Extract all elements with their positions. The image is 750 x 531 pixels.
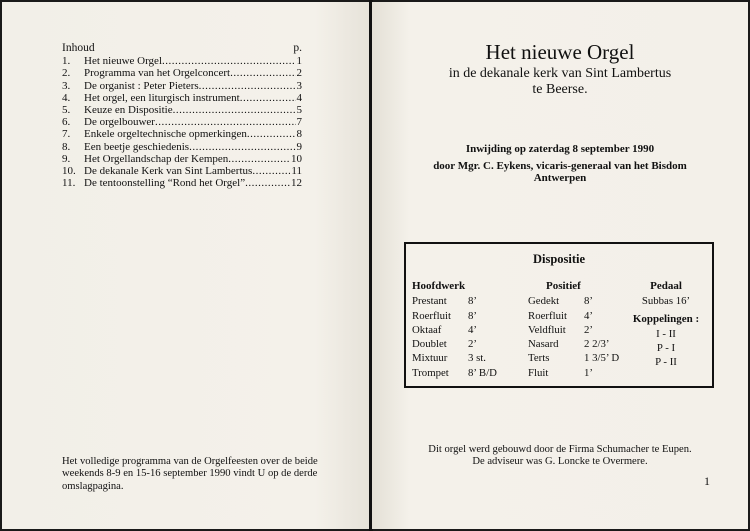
stop-size: 2 2/3’ [584, 338, 610, 351]
subtitle-line-1: in de dekanale kerk van Sint Lambertus [448, 66, 672, 81]
koppelingen-heading: Koppelingen : [632, 312, 700, 325]
toc-leader-dots [252, 165, 290, 177]
toc-item-number: 6. [62, 116, 71, 129]
stop-name: Doublet [412, 338, 447, 351]
stop-name: Nasard [528, 338, 559, 351]
toc-leader-dots [245, 177, 290, 189]
toc-item-page: 12 [291, 177, 302, 190]
dispositie-box [404, 242, 714, 388]
page-number: 1 [704, 474, 710, 488]
toc-item-page: 10 [291, 152, 302, 165]
toc-item [62, 104, 302, 116]
toc-item-number: 5. [62, 104, 71, 117]
stop-name: Veldfluit [528, 323, 566, 336]
program-note: Het volledige programma van de Orgelfeesten over de beide weekends 8-9 en 15-16 september 1990 vindt U op de derde omslagpagina. [62, 456, 318, 492]
toc-item-page: 2 [296, 67, 302, 80]
pedaal-stop: Subbas 16’ [641, 295, 691, 308]
toc-leader-dots [199, 80, 296, 92]
coupler: P - I [656, 342, 676, 355]
toc-item-title: De dekanale Kerk van Sint Lambertus [84, 165, 253, 178]
stop-name: Roerfluit [412, 309, 451, 322]
hoofdwerk-column [412, 279, 497, 380]
stop-name: Oktaaf [412, 323, 442, 336]
toc-item-number: 9. [62, 152, 71, 165]
organ-stop [528, 309, 619, 323]
organ-stop [528, 294, 619, 308]
toc-leader-dots [230, 67, 295, 79]
stop-size: 1 3/5’ D [584, 352, 620, 365]
toc-item-number: 3. [62, 79, 71, 92]
toc-item-number: 1. [62, 55, 71, 68]
coupler: P - II [655, 356, 677, 369]
organ-stop [412, 323, 497, 337]
toc-item-title: Een beetje geschiedenis [84, 140, 190, 153]
page-title: Het nieuwe Orgel [485, 40, 635, 64]
coupler: I - II [656, 327, 676, 340]
organ-stop [412, 294, 497, 308]
toc-item-title: De tentoonstelling “Rond het Orgel” [84, 177, 246, 190]
toc-item [62, 116, 302, 128]
toc-item-page: 11 [291, 165, 302, 178]
toc-item-title: Programma van het Orgelconcert [84, 67, 231, 80]
stop-size: 8’ B/D [468, 366, 497, 379]
organ-stop [412, 309, 497, 323]
toc-item [62, 55, 302, 67]
toc-item-page: 4 [296, 91, 302, 104]
organ-stop [528, 337, 619, 351]
toc-item-page: 7 [296, 116, 302, 129]
toc-item [62, 177, 302, 189]
positief-heading: Positief [546, 280, 581, 292]
stop-size: 2’ [584, 323, 593, 336]
toc-leader-dots [162, 55, 296, 67]
toc-item-title: Enkele orgeltechnische opmerkingen [84, 128, 247, 141]
toc-item-number: 2. [62, 67, 71, 80]
pedaal-column [624, 279, 708, 370]
right-page [372, 2, 748, 529]
stop-size: 8’ [584, 295, 593, 308]
stop-size: 4’ [468, 323, 477, 336]
toc-item-title: Keuze en Dispositie [84, 104, 173, 117]
toc-item-title: Het orgel, een liturgisch instrument [84, 91, 240, 104]
toc-item-number: 7. [62, 128, 71, 141]
toc-item-page: 5 [296, 104, 302, 117]
subtitle-line-2: te Beerse. [532, 82, 588, 97]
stop-name: Prestant [412, 295, 447, 308]
toc-item-title: Het Orgellandschap der Kempen [84, 152, 229, 165]
hoofdwerk-heading: Hoofdwerk [412, 280, 466, 292]
stop-name: Roerfluit [528, 309, 567, 322]
toc-item-title: Het nieuwe Orgel [84, 55, 162, 68]
stop-size: 1’ [584, 366, 593, 379]
organ-stop [528, 366, 619, 380]
organ-stop [412, 351, 497, 365]
stop-size: 8’ [468, 295, 477, 308]
toc-item [62, 67, 302, 79]
toc-item [62, 128, 302, 140]
toc-item-title: De orgelbouwer [84, 116, 155, 129]
toc-item-page: 3 [296, 79, 302, 92]
inaugurated-by-line-1: door Mgr. C. Eykens, vicaris-generaal van het Bisdom [433, 160, 687, 172]
table-of-contents [62, 42, 302, 189]
stop-name: Trompet [412, 366, 449, 379]
left-page [2, 2, 370, 529]
toc-item [62, 92, 302, 104]
inauguration-date: Inwijding op zaterdag 8 september 1990 [465, 143, 655, 155]
stop-name: Mixtuur [412, 352, 448, 365]
toc-item-number: 11. [62, 177, 76, 190]
organ-stop [528, 351, 619, 365]
stop-size: 3 st. [468, 352, 486, 365]
stop-name: Fluit [528, 366, 549, 379]
stop-size: 8’ [468, 309, 477, 322]
stop-size: 4’ [584, 309, 593, 322]
toc-item-page: 1 [296, 55, 302, 68]
stop-name: Terts [528, 352, 550, 365]
toc-leader-dots [155, 116, 296, 128]
pedaal-heading: Pedaal [650, 280, 682, 292]
toc-leader-dots [173, 104, 296, 116]
organ-stop [412, 337, 497, 351]
stop-name: Gedekt [528, 295, 560, 308]
organ-stop [528, 323, 619, 337]
dispositie-heading: Dispositie [532, 252, 586, 266]
toc-leader-dots [189, 141, 295, 153]
toc-leader-dots [228, 153, 290, 165]
toc-item [62, 153, 302, 165]
toc-item-number: 10. [62, 165, 76, 178]
toc-item-number: 8. [62, 140, 71, 153]
toc-item-title: De organist : Peter Pieters [84, 79, 199, 92]
toc-item-page: 8 [296, 128, 302, 141]
stop-size: 2’ [468, 338, 477, 351]
toc-item [62, 165, 302, 177]
inaugurated-by-line-2: Antwerpen [533, 172, 587, 184]
toc-page-column-label: p. [293, 42, 302, 54]
toc-item [62, 141, 302, 153]
toc-item-page: 9 [296, 140, 302, 153]
builder-note: Dit orgel werd gebouwd door de Firma Schumacher te Eupen. De adviseur was G. Loncke te Overmere. [428, 444, 692, 468]
toc-item [62, 80, 302, 92]
organ-stop [412, 366, 497, 380]
positief-column [528, 279, 619, 380]
toc-item-number: 4. [62, 91, 71, 104]
toc-heading: Inhoud [62, 42, 95, 54]
toc-leader-dots [247, 128, 296, 140]
toc-leader-dots [240, 92, 296, 104]
